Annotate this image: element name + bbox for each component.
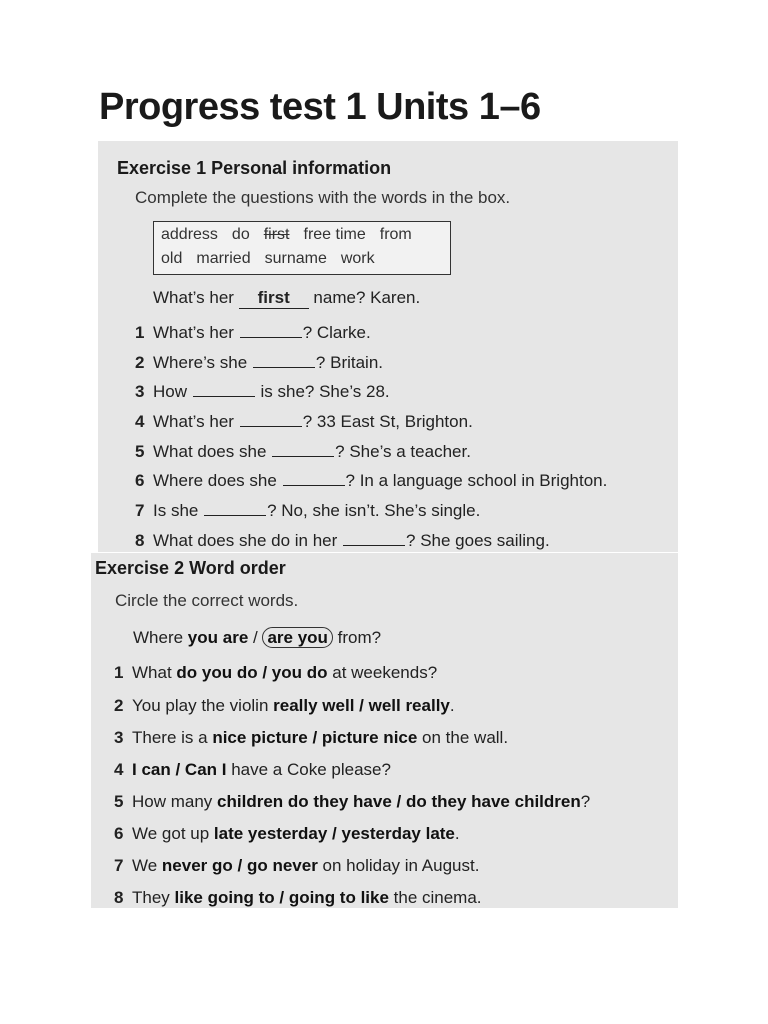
example-answer: first [239, 288, 309, 309]
word-first: first [263, 226, 290, 243]
option-2[interactable]: do they have children [405, 792, 581, 811]
question-1: 1 What’s her ? Clarke. [135, 323, 371, 342]
option-2[interactable]: picture nice [321, 728, 418, 747]
answer-blank[interactable] [193, 381, 255, 397]
exercise-1-instruction: Complete the questions with the words in the box. [135, 188, 511, 207]
page-title: Progress test 1 Units 1–6 [99, 86, 541, 128]
word-address: address [161, 226, 218, 243]
word-box-row-1 [161, 226, 426, 244]
word-work: work [340, 250, 375, 267]
option-1[interactable]: I can [132, 760, 171, 779]
question-4: 4 What’s her ? 33 East St, Brighton. [135, 412, 473, 431]
exercise-2-heading: Exercise 2 Word order [95, 558, 286, 578]
answer-blank[interactable] [253, 352, 315, 368]
option-1[interactable]: like going to [174, 888, 275, 907]
circled-answer: are you [262, 627, 332, 648]
option-2[interactable]: go never [246, 856, 318, 875]
option-1[interactable]: nice picture [212, 728, 308, 747]
option-2[interactable]: Can I [184, 760, 227, 779]
option-1[interactable]: children do they have [217, 792, 392, 811]
word-order-item-8: 8 They like going to / going to like the cinema. [114, 888, 482, 907]
word-order-item-6: 6 We got up late yesterday / yesterday late. [114, 824, 460, 843]
option-2[interactable]: going to like [288, 888, 389, 907]
exercise-2-instruction: Circle the correct words. [115, 591, 299, 610]
option-2[interactable]: yesterday late [341, 824, 455, 843]
option-2[interactable]: you do [271, 663, 328, 682]
question-8: 8 What does she do in her ? She goes sailing. [135, 531, 550, 550]
option-1[interactable]: do you do [176, 663, 258, 682]
question-3: 3 How is she? She’s 28. [135, 382, 390, 401]
question-2: 2 Where’s she ? Britain. [135, 353, 384, 372]
word-order-item-1: 1 What do you do / you do at weekends? [114, 663, 438, 682]
question-5: 5 What does she ? She’s a teacher. [135, 442, 471, 461]
word-surname: surname [264, 250, 327, 267]
question-6: 6 Where does she ? In a language school in Brighton. [135, 471, 608, 490]
exercise-1-example: What’s her first name? Karen. [153, 288, 421, 307]
word-from: from [379, 226, 412, 243]
word-old: old [161, 250, 183, 267]
option-2[interactable]: well really [368, 696, 450, 715]
word-order-item-3: 3 There is a nice picture / picture nice on the wall. [114, 728, 509, 747]
word-free-time: free time [303, 226, 366, 243]
answer-blank[interactable] [283, 470, 345, 486]
option-1[interactable]: never go [161, 856, 233, 875]
word-order-item-4: 4 I can / Can I have a Coke please? [114, 760, 391, 779]
answer-blank[interactable] [240, 411, 302, 427]
question-7: 7 Is she ? No, she isn’t. She’s single. [135, 501, 481, 520]
answer-blank[interactable] [343, 530, 405, 546]
word-box-row-2 [161, 250, 389, 268]
word-do: do [231, 226, 250, 243]
exercise-2-example: Where you are / are you from? [133, 628, 382, 647]
answer-blank[interactable] [272, 441, 334, 457]
word-order-item-7: 7 We never go / go never on holiday in August. [114, 856, 480, 875]
word-box [153, 221, 451, 275]
answer-blank[interactable] [240, 322, 302, 338]
option-1[interactable]: really well [273, 696, 355, 715]
word-order-item-2: 2 You play the violin really well / well really. [114, 696, 455, 715]
word-order-item-5: 5 How many children do they have / do they have children? [114, 792, 591, 811]
word-married: married [196, 250, 251, 267]
option-1[interactable]: late yesterday [213, 824, 328, 843]
answer-blank[interactable] [204, 500, 266, 516]
exercise-1-heading: Exercise 1 Personal information [117, 158, 392, 178]
